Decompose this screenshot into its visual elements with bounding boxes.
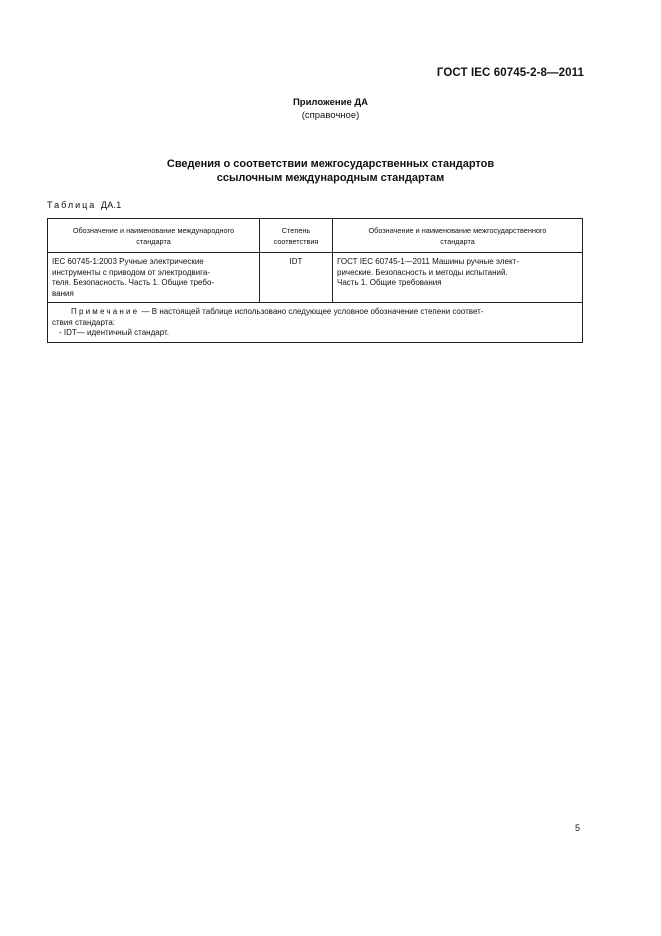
intl-line: теля. Безопасность. Часть 1. Общие требо- xyxy=(52,278,215,287)
interstate-line: ГОСТ IEC 60745-1—2011 Машины ручные элект- xyxy=(337,257,519,266)
section-heading xyxy=(0,157,661,185)
note-line2: ствия стандарта: xyxy=(52,317,116,327)
annex-block xyxy=(0,96,661,122)
intl-line: IEC 60745-1:2003 Ручные электрические xyxy=(52,257,204,266)
header-intl-line2: стандарта xyxy=(136,237,171,246)
header-degree-line2: соответствия xyxy=(273,237,319,246)
table-header-row xyxy=(48,219,583,253)
page-number: 5 xyxy=(575,823,581,833)
interstate-line: Часть 1. Общие требования xyxy=(337,278,442,287)
note-line1 xyxy=(52,307,578,318)
cell-interstate-standard xyxy=(333,253,583,303)
document-code: ГОСТ IEC 60745-2-8—2011 xyxy=(436,67,584,79)
annex-subtitle: (справочное) xyxy=(301,110,360,121)
interstate-line: рические. Безопасность и методы испытаний. xyxy=(337,267,508,277)
header-interstate-line2: стандарта xyxy=(440,237,475,246)
cell-degree: IDT xyxy=(260,253,333,303)
table-label xyxy=(47,200,122,210)
header-intl-line1: Обозначение и наименование международного xyxy=(72,226,235,235)
table-row xyxy=(48,253,583,303)
table-label-word: Таблица xyxy=(47,200,97,210)
intl-line: инструменты с приводом от электродвига- xyxy=(52,267,210,277)
section-heading-line2: ссылочным международным стандартам xyxy=(216,172,445,184)
cell-intl-standard xyxy=(48,253,260,303)
table-label-number: ДА.1 xyxy=(100,200,122,210)
note-prefix: Примечание xyxy=(71,307,140,316)
annex-title: Приложение ДА xyxy=(292,97,369,108)
header-degree-line1: Степень xyxy=(281,226,311,235)
table-note xyxy=(48,303,583,343)
table-note-row xyxy=(48,303,583,343)
header-interstate-line1: Обозначение и наименование межгосударственного xyxy=(368,226,547,235)
header-degree xyxy=(260,219,333,253)
header-interstate-standard xyxy=(333,219,583,253)
intl-line: вания xyxy=(52,288,74,298)
correspondence-table xyxy=(47,218,583,343)
section-heading-line1: Сведения о соответствии межгосударственных стандартов xyxy=(166,158,495,170)
note-line1-text: — В настоящей таблице использовано следующее условное обозначение степени соответ- xyxy=(139,307,484,316)
note-line3: - IDT— идентичный стандарт. xyxy=(59,328,169,337)
header-intl-standard xyxy=(48,219,260,253)
